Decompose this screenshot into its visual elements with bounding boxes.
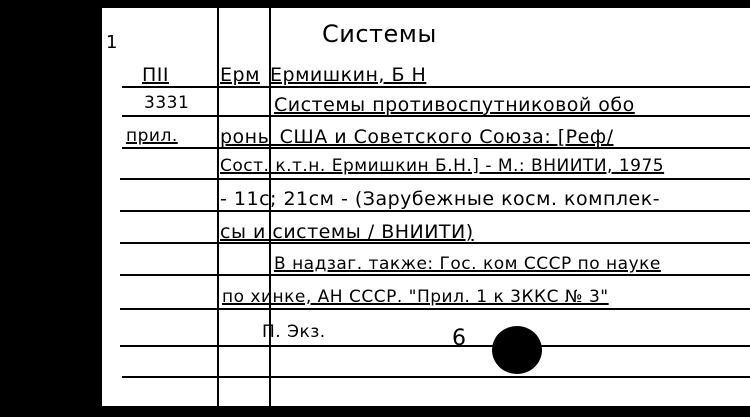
shelf-top: ПII	[142, 64, 169, 86]
card-rule	[122, 376, 750, 378]
ink-blot	[492, 326, 542, 374]
blank-dash	[120, 345, 168, 347]
card-rule	[122, 86, 750, 88]
blank-dash	[120, 274, 168, 276]
catalog-card	[102, 8, 750, 406]
attachment-label: прил.	[126, 126, 178, 146]
author-line: Ермишкин, Б Н	[270, 64, 427, 86]
card-rule	[122, 210, 750, 212]
card-rule	[122, 345, 750, 347]
shelf-number: 3331	[144, 93, 190, 113]
text-line-3: Сост. к.т.н. Ермишкин Б.Н.] - М.: ВНИИТИ, 1975	[220, 156, 665, 176]
text-line-2: роны США и Советского Союза: [Реф/	[220, 126, 614, 148]
text-line-8: П. Экз.	[262, 322, 326, 342]
blank-dash	[120, 242, 168, 244]
blank-dash	[120, 210, 168, 212]
card-rule	[122, 178, 750, 180]
blank-dash	[120, 308, 168, 310]
text-line-4: - 11с; 21см - (Зарубежные косм. комплек-	[220, 188, 661, 210]
author-code: Ерм	[220, 64, 260, 86]
blank-dash	[120, 178, 168, 180]
corner-mark: 1	[106, 32, 118, 53]
copy-count: 6	[452, 326, 467, 351]
text-line-6: В надзаг. также: Гос. ком СССР по науке	[274, 254, 661, 274]
card-rule	[122, 308, 750, 310]
text-line-1: Системы противоспутниковой обо	[274, 94, 635, 116]
card-rule	[122, 274, 750, 276]
text-line-5: сы и системы / ВНИИТИ)	[220, 221, 474, 243]
text-line-7: по хинке, АН СССР. "Прил. 1 к 3ККС № 3"	[222, 287, 609, 307]
header-word: Системы	[322, 20, 437, 48]
